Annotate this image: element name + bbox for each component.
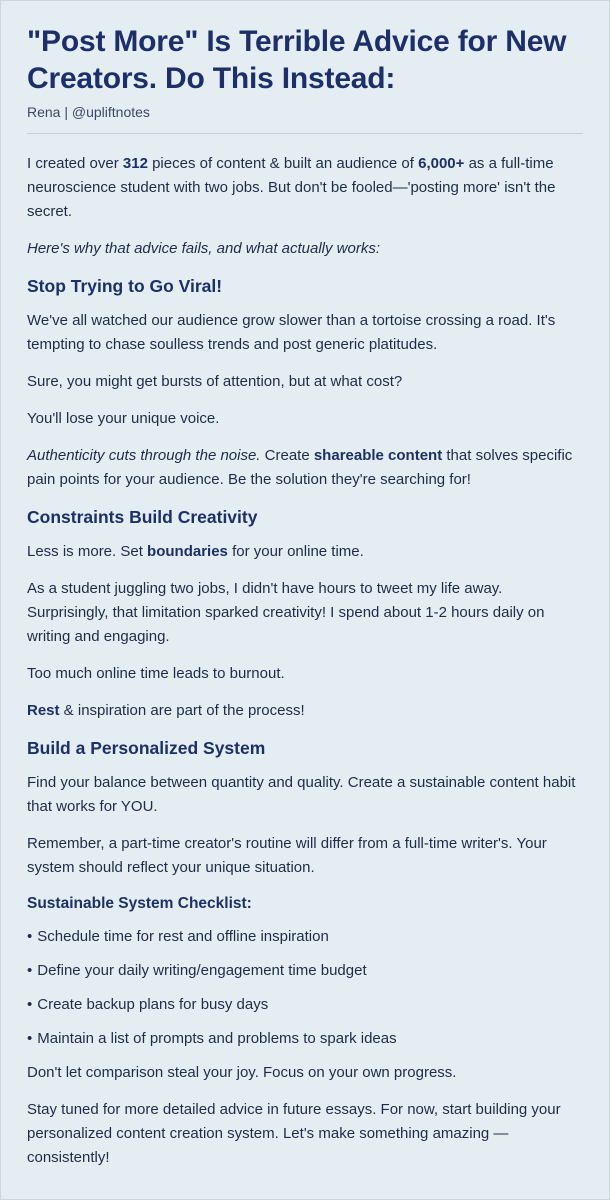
audience-count: 6,000+ bbox=[418, 155, 465, 172]
checklist-item bbox=[27, 1027, 583, 1051]
checklist-item bbox=[27, 993, 583, 1017]
paragraph: Don't let comparison steal your joy. Focus on your own progress. bbox=[27, 1064, 457, 1081]
checklist-item bbox=[27, 959, 583, 983]
checklist bbox=[27, 925, 583, 1051]
text: that solves specific pain points for your audience. Be the solution they're searching for! bbox=[27, 447, 573, 488]
bold-text: shareable content bbox=[313, 447, 443, 464]
text: Less is more. Set bbox=[27, 543, 148, 560]
paragraph: We've all watched our audience grow slower than a tortoise crossing a road. It's tempting to chase soulless trends and post generic platitudes. bbox=[27, 312, 556, 353]
paragraph: Remember, a part-time creator's routine will differ from a full-time writer's. Your system should reflect your unique situation. bbox=[27, 835, 547, 876]
section-heading-viral: Stop Trying to Go Viral! bbox=[27, 276, 223, 296]
text: for your online time. bbox=[227, 543, 364, 560]
intro-lead-in bbox=[27, 237, 583, 261]
paragraph: As a student juggling two jobs, I didn't have hours to tweet my life away. Surprisingly, that limitation sparked creativity! I spend about 1-2 hours daily on writing and engaging. bbox=[27, 580, 545, 645]
paragraph: Sure, you might get bursts of attention, but at what cost? bbox=[27, 373, 403, 390]
paragraph bbox=[27, 699, 583, 723]
text: & inspiration are part of the process! bbox=[59, 702, 305, 719]
checklist-item bbox=[27, 925, 583, 949]
intro-text: as a full-time neuroscience student with two jobs. But don't be fooled—'posting more' isn't the secret. bbox=[27, 155, 556, 220]
intro-lead-in-text: Here's why that advice fails, and what actually works: bbox=[27, 240, 381, 257]
bullet-icon: • bbox=[27, 962, 33, 979]
paragraph: You'll lose your unique voice. bbox=[27, 410, 220, 427]
bullet-icon: • bbox=[27, 928, 33, 945]
content-count: 312 bbox=[122, 155, 148, 172]
checklist-item-text: Schedule time for rest and offline inspiration bbox=[37, 928, 329, 945]
bullet-icon: • bbox=[27, 996, 33, 1013]
intro-paragraph bbox=[27, 152, 583, 224]
text: Create bbox=[260, 447, 314, 464]
author-byline: Rena | @upliftnotes bbox=[27, 104, 150, 120]
checklist-item-text: Maintain a list of prompts and problems to spark ideas bbox=[37, 1030, 397, 1047]
paragraph: Too much online time leads to burnout. bbox=[27, 665, 285, 682]
closing-paragraph: Stay tuned for more detailed advice in future essays. For now, start building your personalized content creation system. Let's make something amazing — consistently! bbox=[27, 1101, 561, 1166]
intro-text: I created over bbox=[27, 155, 123, 172]
section-heading-system: Build a Personalized System bbox=[27, 738, 266, 758]
checklist-title: Sustainable System Checklist: bbox=[27, 895, 252, 912]
checklist-item-text: Define your daily writing/engagement time budget bbox=[37, 962, 367, 979]
paragraph bbox=[27, 444, 583, 492]
paragraph: Find your balance between quantity and quality. Create a sustainable content habit that works for YOU. bbox=[27, 774, 576, 815]
bold-text: boundaries bbox=[147, 543, 228, 560]
bold-text: Rest bbox=[27, 702, 60, 719]
bullet-icon: • bbox=[27, 1030, 33, 1047]
emphasis-text: Authenticity cuts through the noise. bbox=[27, 447, 261, 464]
paragraph bbox=[27, 540, 583, 564]
intro-text: pieces of content & built an audience of bbox=[147, 155, 419, 172]
checklist-item-text: Create backup plans for busy days bbox=[37, 996, 269, 1013]
divider bbox=[27, 133, 583, 134]
section-heading-constraints: Constraints Build Creativity bbox=[27, 507, 258, 527]
article-title: "Post More" Is Terrible Advice for New Creators. Do This Instead: bbox=[27, 25, 567, 95]
